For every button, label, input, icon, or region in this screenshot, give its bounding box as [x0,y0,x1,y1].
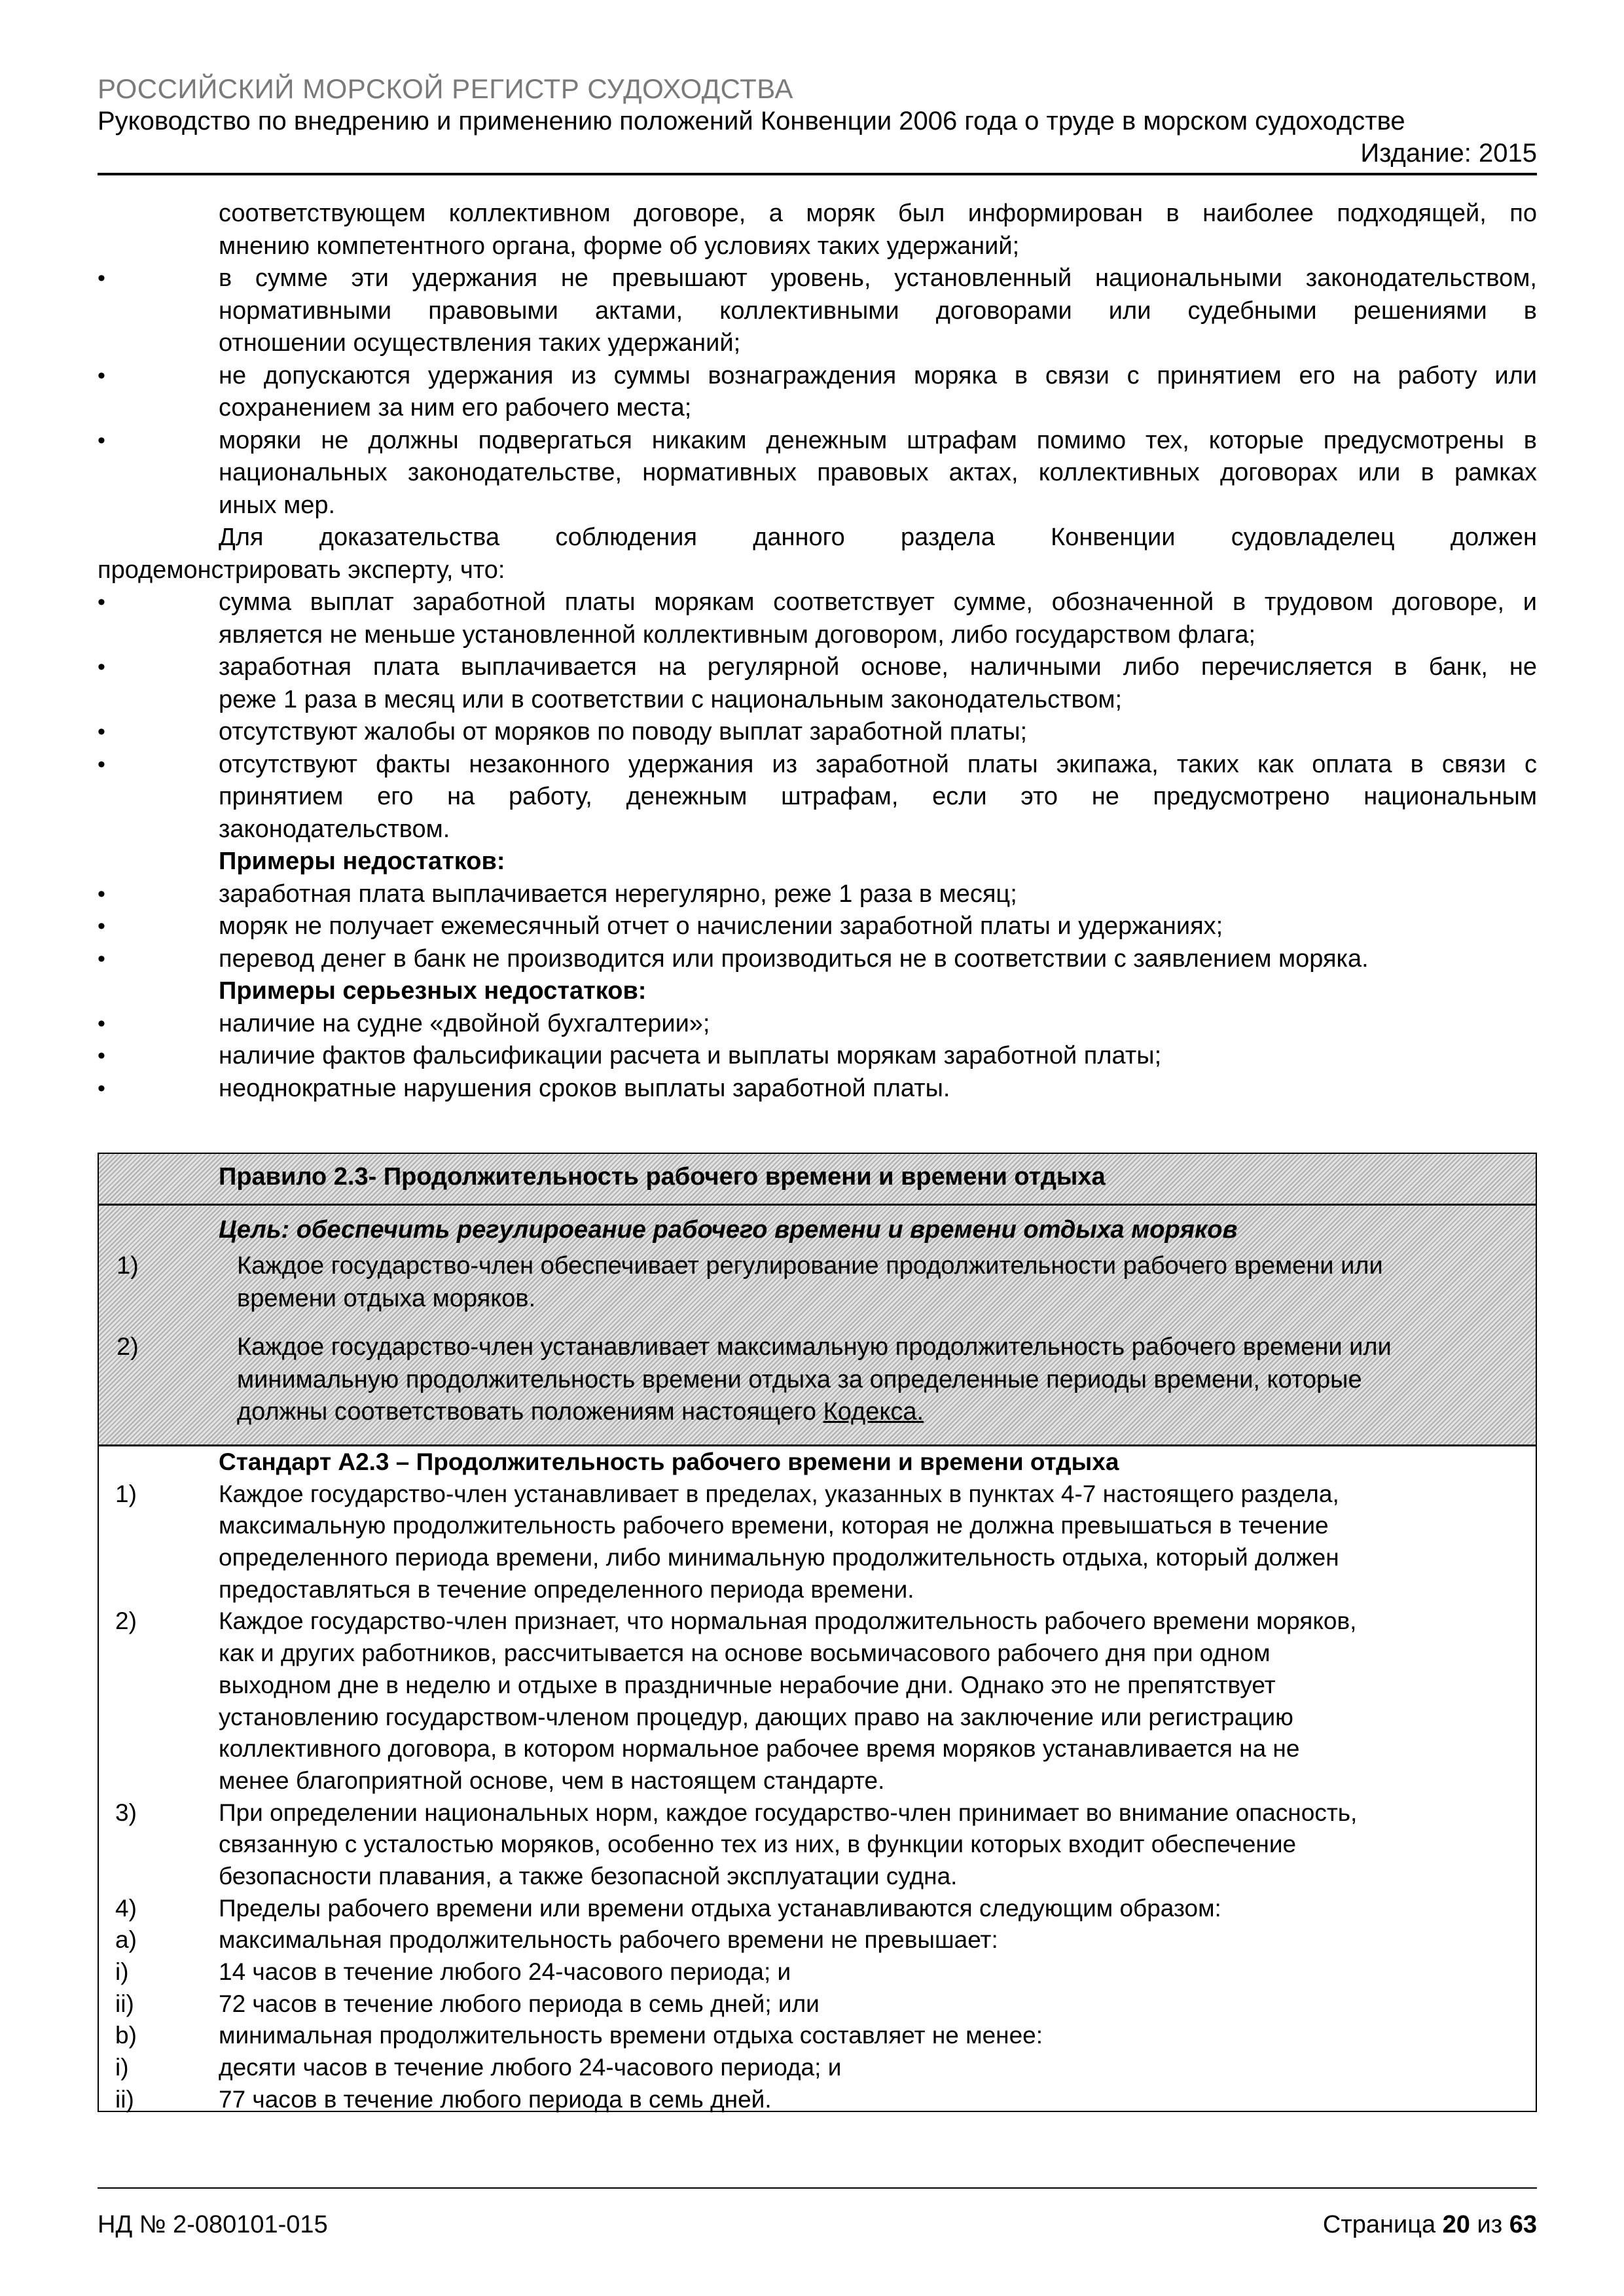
standard-line [99,2020,1536,2052]
standard-line [99,1670,1536,1702]
standard-line [99,1574,1536,1606]
text-line [98,490,1537,522]
line-text: мнению компетентного органа, форме об условиях таких удержаний; [219,232,1020,260]
clause-number: 2) [115,1607,137,1635]
text-line [98,392,1537,425]
line-text: иных мер. [219,491,336,519]
standard-line [99,1861,1536,1893]
text-line [98,554,1537,587]
item-line: времени отдыха моряков. [237,1284,536,1312]
bullet-item-line [98,1040,1537,1073]
clause-text: 77 часов в течение любого периода в семь дней. [219,2085,772,2113]
rule-body-row [99,1206,1536,1446]
line-text: продемонстрировать эксперту, что: [98,556,505,584]
clause-number: b) [115,2022,137,2049]
line-text: моряки не должны подвергаться никаким денежным штрафам помимо тех, которые предусмотрены в [219,426,1537,454]
bullet-item-line [98,1008,1537,1041]
text-line [98,327,1537,360]
clause-text: 14 часов в течение любого 24-часового периода; и [219,1958,791,1985]
line-text: наличие на судне «двойной бухгалтерии»; [219,1009,710,1037]
standard-line [99,1733,1536,1765]
item-line-text: должны соответствовать положениям настоящего [237,1398,823,1426]
standard-row [99,1446,1536,2111]
line-text: заработная плата выплачивается нерегулярно, реже 1 раза в месяц; [219,880,1017,908]
footer-page-info [1323,2211,1537,2239]
page-of: из [1470,2211,1509,2238]
clause-text: максимальную продолжительность рабочего времени, которая не должна превышаться в течение [219,1512,1329,1539]
clause-text: коллективного договора, в котором нормальное рабочее время моряков устанавливается на не [219,1735,1300,1763]
clause-number: i) [115,2054,129,2081]
standard-line [99,1988,1536,2020]
clause-number: 4) [115,1894,137,1922]
bullet-icon: • [98,1075,105,1101]
standard-line [99,1924,1536,1956]
clause-text: максимальная продолжительность рабочего времени не превышает: [219,1926,998,1954]
rule-goal: Цель: обеспечить регулироеание рабочего времени и времени отдыха моряков [219,1216,1238,1244]
clause-text: десяти часов в течение любого 24-часового периода; и [219,2054,842,2081]
standard-line [99,1893,1536,1925]
line-text: Для доказательства соблюдения данного раздела Конвенции судовладелец должен [219,524,1537,551]
line-text: заработная плата выплачивается на регулярной основе, наличными либо перечисляется в банк, не [219,653,1537,681]
clause-text: предоставляться в течение определенного периода времени. [219,1575,914,1603]
bullet-item-line [98,651,1537,684]
bullet-item-line [98,425,1537,457]
text-line [98,457,1537,490]
standard-line [99,2084,1536,2116]
item-line: Каждое государство-член устанавливает максимальную продолжительность рабочего времени или [237,1333,1392,1361]
standard-line [99,1479,1536,1511]
line-text: сумма выплат заработной платы морякам соответствует сумме, обозначенной в трудовом договоре, и [219,588,1537,616]
bullet-icon: • [98,427,105,453]
clause-text: минимальная продолжительность времени отдыха составляет не менее: [219,2022,1043,2049]
line-text: отсутствуют жалобы от моряков по поводу выплат заработной платы; [219,718,1028,745]
clause-text: При определении национальных норм, каждое государство-член принимает во внимание опасность, [219,1799,1358,1826]
bullet-item-line [98,910,1537,943]
line-text: соответствующем коллективном договоре, а моряк был информирован в наиболее подходящей, по [219,200,1537,227]
clause-text: определенного периода времени, либо минимальную продолжительность отдыха, который должен [219,1544,1339,1571]
standard-line [99,1605,1536,1638]
body-text [98,198,1537,1105]
clause-text: установлению государством-членом процедур, дающих право на заключение или регистрацию [219,1703,1293,1731]
line-text: Примеры недостатков: [219,848,505,875]
standard-line [99,2052,1536,2084]
bullet-icon: • [98,1011,105,1036]
clause-text: Каждое государство-член устанавливает в пределах, указанных в пунктах 4-7 настоящего раздела, [219,1480,1339,1507]
standard-line [99,1510,1536,1542]
line-text: отношении осуществления таких удержаний; [219,329,741,357]
bullet-icon: • [98,881,105,906]
bullet-item-line [98,716,1537,749]
bullet-icon: • [98,914,105,939]
section-heading [98,975,1537,1008]
clause-text: безопасности плавания, а также безопасной эксплуатации судна. [219,1862,958,1890]
bullet-item-line [98,749,1537,781]
text-line [98,814,1537,846]
header-divider [98,173,1537,175]
line-text: реже 1 раза в месяц или в соответствии с национальным законодательством; [219,685,1123,713]
line-text: законодательством. [219,815,450,843]
item-line: минимальную продолжительность времени отдыха за определенные периоды времени, которые [237,1365,1362,1393]
rule-title: Правило 2.3- Продолжительность рабочего времени и времени отдыха [219,1163,1106,1191]
item-line: Каждое государство-член обеспечивает регулирование продолжительности рабочего времени или [237,1252,1383,1280]
bullet-icon: • [98,751,105,777]
bullet-icon: • [98,946,105,971]
standard-line [99,1956,1536,1988]
line-text: моряк не получает ежемесячный отчет о начислении заработной платы и удержаниях; [219,912,1223,940]
standard-lines [99,1479,1536,2116]
page-prefix: Страница [1322,2211,1443,2238]
footer-document-number: НД № 2-080101-015 [98,2211,328,2238]
clause-number: i) [115,1958,129,1985]
clause-text: менее благоприятной основе, чем в настоящем стандарте. [219,1767,885,1794]
bullet-item-line [98,262,1537,295]
bullet-icon: • [98,655,105,679]
text-line [98,619,1537,652]
clause-text: Каждое государство-член признает, что нормальная продолжительность рабочего времени моряков, [219,1607,1357,1635]
page-total: 63 [1509,2211,1537,2238]
item-number: 1) [117,1252,139,1280]
line-text: неоднократные нарушения сроков выплаты заработной платы. [219,1074,950,1102]
clause-number: ii) [115,2085,134,2113]
standard-line [99,1765,1536,1797]
line-text: Примеры серьезных недостатков: [219,977,647,1005]
text-line [98,781,1537,814]
header-edition: Издание: 2015 [1360,139,1537,168]
rule-title-row [99,1154,1536,1206]
rule-table [98,1153,1537,2112]
standard-title: Стандарт А2.3 – Продолжительность рабочего времени и времени отдыха [219,1448,1119,1475]
footer-divider [98,2187,1537,2189]
clause-text: выходном дне в неделю и отдыхе в праздничные нерабочие дни. Однако это не препятствует [219,1671,1276,1698]
text-line [98,230,1537,263]
clause-text: как и других работников, рассчитывается на основе восьмичасового рабочего дня при одном [219,1640,1271,1667]
code-link[interactable]: Кодекса. [823,1398,924,1426]
clause-text: 72 часов в течение любого периода в семь дней; или [219,1990,820,2017]
clause-text: связанную с усталостью моряков, особенно тех из них, в функции которых входит обеспечение [219,1831,1297,1858]
standard-line [99,1797,1536,1829]
bullet-icon: • [98,266,105,291]
line-text: перевод денег в банк не производится или производиться не в соответствии с заявлением моряка. [219,944,1369,973]
line-text: отсутствуют факты незаконного удержания из заработной платы экипажа, таких как оплата в связи с [219,750,1537,778]
clause-text: Пределы рабочего времени или времени отдыха устанавливаются следующим образом: [219,1894,1221,1922]
bullet-icon: • [98,1043,105,1068]
line-text: принятием его на работу, денежным штрафам, если это не предусмотрено национальным [219,783,1537,810]
bullet-icon: • [98,719,105,744]
bullet-item-line [98,943,1537,976]
text-line [98,198,1537,230]
item-line [237,1396,1524,1429]
bullet-item-line [98,586,1537,619]
clause-number: ii) [115,1990,134,2017]
bullet-icon: • [98,363,105,388]
line-text: является не меньше установленной коллективным договором, либо государством флага; [219,620,1256,649]
line-text: в сумме эти удержания не превышают уровень, установленный национальными законодательством, [219,264,1537,292]
standard-line [99,1829,1536,1861]
bullet-item-line [98,1073,1537,1105]
clause-number: a) [115,1926,137,1954]
bullet-item-line [98,878,1537,911]
text-line [98,295,1537,328]
line-text: нормативными правовыми актами, коллективными договорами или судебными решениями в [219,296,1537,325]
bullet-item-line [98,360,1537,393]
line-text: национальных законодательстве, нормативных правовых актах, коллективных договорах или в рамках [219,459,1537,486]
header-organization: РОССИЙСКИЙ МОРСКОЙ РЕГИСТР СУДОХОДСТВА [98,73,793,104]
standard-line [99,1542,1536,1574]
text-line [98,684,1537,717]
line-text: сохранением за ним его рабочего места; [219,394,692,422]
standard-line [99,1638,1536,1670]
line-text: наличие фактов фальсификации расчета и выплаты морякам заработной платы; [219,1042,1162,1069]
line-text: не допускаются удержания из суммы вознаграждения моряка в связи с принятием его на работу или [219,361,1537,389]
header-document-title: Руководство по внедрению и применению положений Конвенции 2006 года о труде в морском судоходстве [98,107,1405,135]
bullet-icon: • [98,590,105,615]
clause-number: 1) [115,1480,137,1507]
text-line [98,522,1537,554]
clause-number: 3) [115,1799,137,1826]
section-heading [98,846,1537,878]
item-number: 2) [117,1333,139,1361]
page-number: 20 [1442,2211,1470,2238]
standard-line [99,1702,1536,1734]
